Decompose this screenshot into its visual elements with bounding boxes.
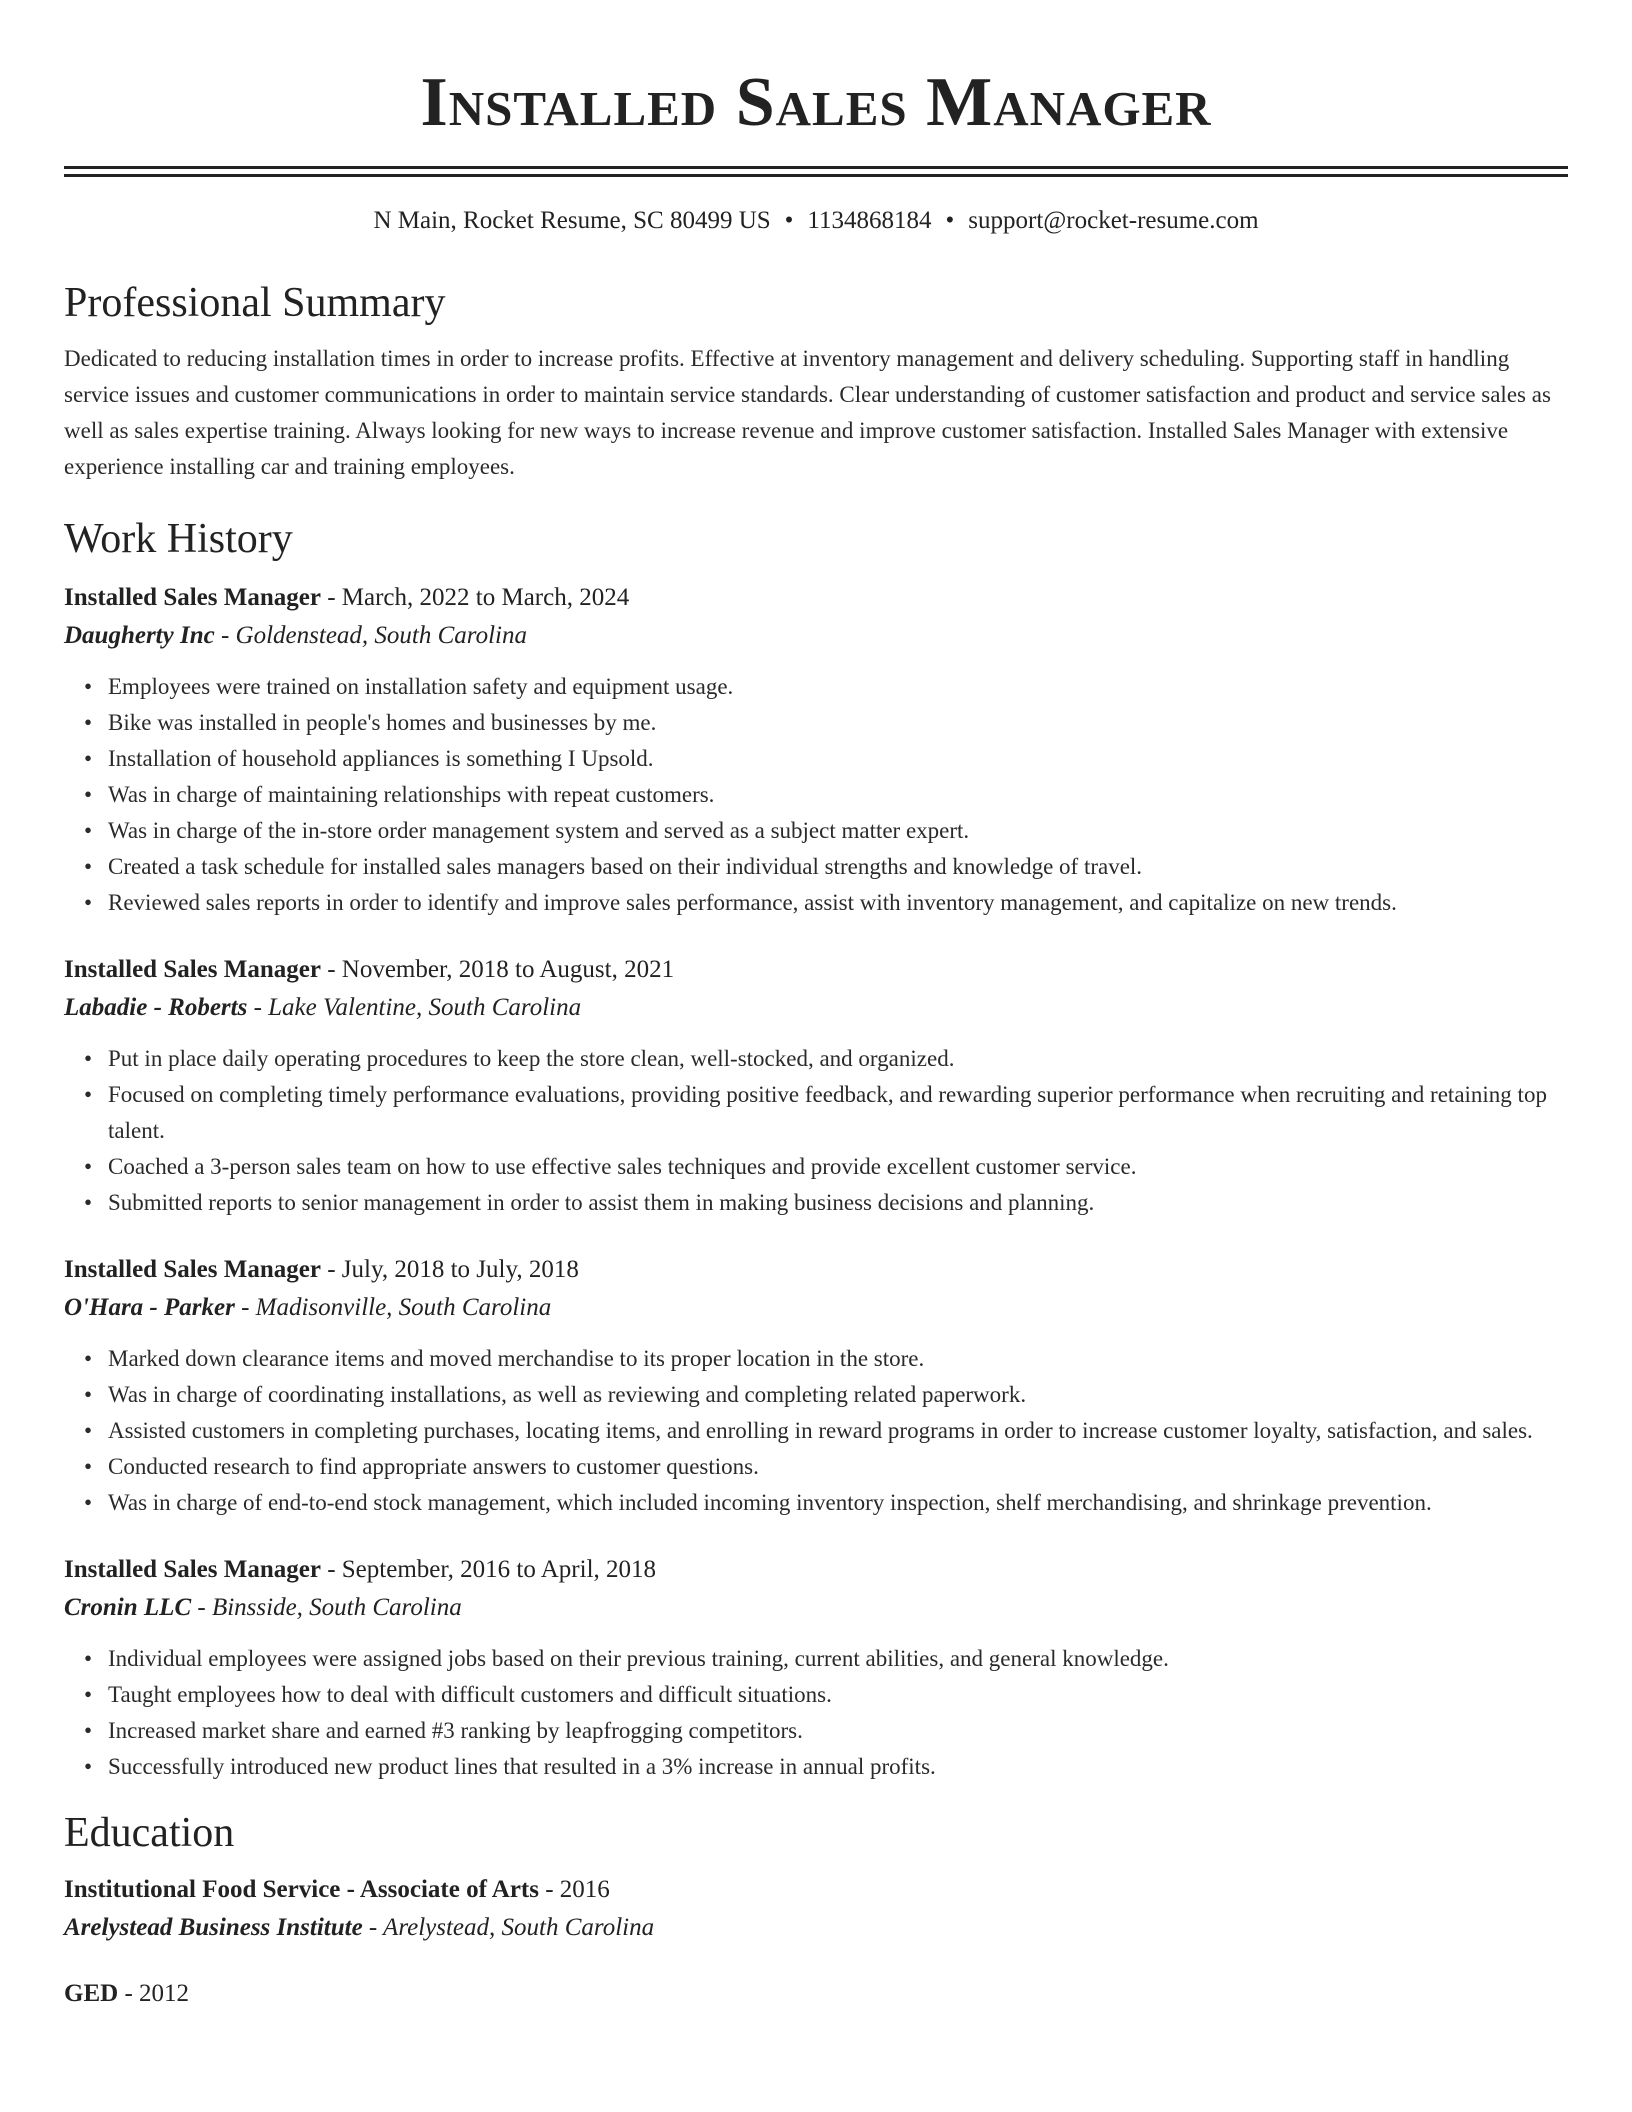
resume-title: Installed Sales Manager [420,64,1212,141]
work-history-list [64,579,1568,1785]
work-history-heading: Work History [64,516,293,562]
job-bullet-text: Bike was installed in people's homes and businesses by me. [108,710,657,735]
education-degree-line [64,1871,1568,1909]
education-heading: Education [64,1810,235,1856]
job-bullets [64,1641,1568,1785]
job-entry [64,1551,1568,1785]
job-entry [64,1251,1568,1521]
bullet-dot-icon: • [84,890,93,915]
bullet-dot-icon: • [84,1346,93,1371]
job-company: Cronin LLC [64,1594,192,1621]
resume-page [64,0,1568,2013]
job-bullet-text: Was in charge of maintaining relationships with repeat customers. [108,782,715,807]
bullet-dot-icon: • [84,1490,93,1515]
education-entry [64,1871,1568,1947]
job-bullet-item [84,741,1568,777]
summary-heading: Professional Summary [64,280,446,326]
job-company: O'Hara - Parker [64,1294,235,1321]
bullet-dot-icon: • [84,1682,93,1707]
job-bullet-text: Conducted research to find appropriate answers to customer questions. [108,1454,759,1479]
bullet-dot-icon: • [84,1082,93,1107]
job-role: Installed Sales Manager [64,584,321,611]
job-bullets [64,1341,1568,1521]
job-company-line [64,989,1568,1027]
job-entry [64,951,1568,1221]
education-entry [64,1975,1568,2013]
job-bullet-text: Increased market share and earned #3 ranking by leapfrogging competitors. [108,1718,803,1743]
bullet-dot-icon: • [84,854,93,879]
job-bullet-text: Individual employees were assigned jobs based on their previous training, current abilities, and general knowledge. [108,1646,1169,1671]
bullet-dot-icon: • [84,782,93,807]
job-bullet-item [84,1149,1568,1185]
job-dates: - November, 2018 to August, 2021 [320,956,675,983]
job-role: Installed Sales Manager [64,1256,321,1283]
job-location: - Madisonville, South Carolina [234,1294,552,1321]
bullet-dot-icon: • [84,1754,93,1779]
education-degree-line [64,1975,1568,2013]
job-bullet-text: Marked down clearance items and moved merchandise to its proper location in the store. [108,1346,925,1371]
bullet-dot-icon: • [84,1190,93,1215]
job-bullet-item [84,669,1568,705]
job-bullet-item [84,1077,1568,1149]
job-dates: - March, 2022 to March, 2024 [320,584,630,611]
job-bullet-item [84,705,1568,741]
education-location: - Arelystead, South Carolina [362,1914,655,1941]
bullet-dot-icon: • [84,1454,93,1479]
summary-text: Dedicated to reducing installation times in order to increase profits. Effective at inventory management and delivery scheduling. Supporting staff in handling service issues and customer communications in order to maintain service standards. Clear understanding of customer satisfaction and product and service sales as well as sales expertise training. Always looking for new ways to increase revenue and improve customer satisfaction. Installed Sales Manager with extensive experience installing car and training employees. [64,346,1551,479]
job-bullet-item [84,1413,1568,1449]
job-location: - Lake Valentine, South Carolina [247,994,582,1021]
title-divider-bottom [64,174,1568,177]
job-bullet-item [84,1449,1568,1485]
education-school: Arelystead Business Institute [64,1914,363,1941]
job-bullet-item [84,1185,1568,1221]
job-dates: - July, 2018 to July, 2018 [320,1256,579,1283]
job-location: - Goldenstead, South Carolina [214,622,527,649]
title-divider-top [64,166,1568,169]
job-title-line [64,951,1568,989]
job-title-line [64,1251,1568,1289]
job-bullet-text: Taught employees how to deal with difficult customers and difficult situations. [108,1682,832,1707]
bullet-dot-icon: • [84,1418,93,1443]
job-bullet-item [84,1485,1568,1521]
job-bullet-item [84,1641,1568,1677]
education-year: - 2012 [118,1980,190,2007]
job-bullet-item [84,1713,1568,1749]
bullet-dot-icon: • [84,710,93,735]
bullet-dot-icon: • [84,1154,93,1179]
contact-email: support@rocket-resume.com [968,207,1259,234]
bullet-dot-icon: • [84,818,93,843]
contact-address: N Main, Rocket Resume, SC 80499 US [373,207,771,234]
job-bullet-text: Installation of household appliances is something I Upsold. [108,746,654,771]
job-bullet-item [84,849,1568,885]
job-entry [64,579,1568,921]
job-bullet-item [84,1677,1568,1713]
job-company-line [64,1589,1568,1627]
education-list [64,1871,1568,2013]
job-bullet-item [84,1041,1568,1077]
bullet-dot-icon: • [84,746,93,771]
job-bullet-item [84,777,1568,813]
job-company: Labadie - Roberts [64,994,248,1021]
education-year: - 2016 [538,1876,610,1903]
job-company-line [64,1289,1568,1327]
bullet-dot-icon: • [84,1718,93,1743]
job-bullet-item [84,813,1568,849]
job-bullet-item [84,1749,1568,1785]
job-bullet-text: Was in charge of coordinating installations, as well as reviewing and completing related paperwork. [108,1382,1027,1407]
job-bullet-text: Assisted customers in completing purchases, locating items, and enrolling in reward programs in order to increase customer loyalty, satisfaction, and sales. [108,1418,1533,1443]
contact-separator: • [945,207,955,234]
job-role: Installed Sales Manager [64,956,321,983]
job-company: Daugherty Inc [64,622,215,649]
job-bullet-text: Was in charge of the in-store order management system and served as a subject matter expert. [108,818,970,843]
contact-phone: 1134868184 [807,207,932,234]
job-bullet-text: Employees were trained on installation safety and equipment usage. [108,674,734,699]
job-bullet-item [84,1377,1568,1413]
bullet-dot-icon: • [84,1646,93,1671]
job-bullet-text: Reviewed sales reports in order to identify and improve sales performance, assist with inventory management, and capitalize on new trends. [108,890,1397,915]
bullet-dot-icon: • [84,1382,93,1407]
job-bullet-text: Put in place daily operating procedures to keep the store clean, well-stocked, and organized. [108,1046,955,1071]
job-bullet-text: Coached a 3-person sales team on how to use effective sales techniques and provide excellent customer service. [108,1154,1137,1179]
job-dates: - September, 2016 to April, 2018 [320,1556,657,1583]
job-bullets [64,1041,1568,1221]
job-bullet-text: Submitted reports to senior management in order to assist them in making business decisions and planning. [108,1190,1095,1215]
job-bullets [64,669,1568,921]
job-location: - Binsside, South Carolina [191,1594,462,1621]
job-role: Installed Sales Manager [64,1556,321,1583]
job-company-line [64,617,1568,655]
job-title-line [64,1551,1568,1589]
contact-separator: • [784,207,794,234]
bullet-dot-icon: • [84,674,93,699]
job-bullet-item [84,1341,1568,1377]
job-bullet-text: Created a task schedule for installed sales managers based on their individual strengths and knowledge of travel. [108,854,1143,879]
job-title-line [64,579,1568,617]
education-school-line [64,1909,1568,1947]
bullet-dot-icon: • [84,1046,93,1071]
education-degree: GED [64,1980,119,2007]
job-bullet-item [84,885,1568,921]
job-bullet-text: Successfully introduced new product lines that resulted in a 3% increase in annual profits. [108,1754,936,1779]
job-bullet-text: Focused on completing timely performance evaluations, providing positive feedback, and rewarding superior performance when recruiting and retaining top talent. [108,1082,1547,1143]
contact-line [64,205,1568,237]
job-bullet-text: Was in charge of end-to-end stock management, which included incoming inventory inspection, shelf merchandising, and shrinkage prevention. [108,1490,1432,1515]
education-degree: Institutional Food Service - Associate of Arts [64,1876,539,1903]
